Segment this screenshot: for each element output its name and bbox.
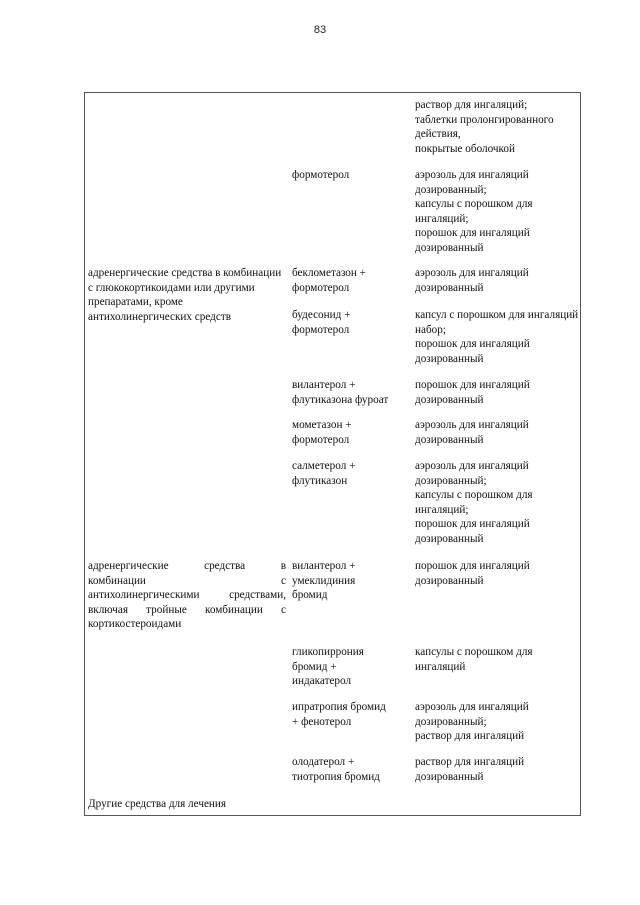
drug-name-cell: мометазон + формотерол [292,419,352,446]
drug-group-line: кортикостероидами [88,618,182,631]
dosage-form-cell: раствор для ингаляций дозированный [415,756,525,783]
drug-name-cell: ипратропия бромид + фенотерол [292,701,386,728]
section-heading: Другие средства для лечения [88,798,227,810]
dosage-form-cell: аэрозоль для ингаляций дозированный [415,267,529,294]
drug-name-cell: беклометазон + формотерол [292,267,366,294]
drug-name-cell: салметерол + флутиказон [292,460,356,487]
dosage-form-cell: аэрозоль для ингаляций дозированный; капсулы с порошком для ингаляций; порошок для ингаляций дозированный [415,169,533,254]
dosage-form-cell: аэрозоль для ингаляций дозированный; раствор для ингаляций [415,701,529,743]
dosage-form-cell: порошок для ингаляций дозированный [415,560,530,587]
drug-name-cell: вилантерол + флутиказона фуроат [292,379,389,406]
drug-name-cell: вилантерол + умеклидиния бромид [292,560,356,602]
drug-group-cell [88,559,286,632]
drug-group-cell: адренергические средства в комбинации с глюкокортикоидами или другими препаратами, кроме антихолинергических средств [88,267,282,323]
drug-group-line: включая тройные комбинации с [88,603,286,616]
drug-name-cell: олодатерол + тиотропия бромид [292,756,380,783]
drug-name-cell: формотерол [292,169,350,181]
dosage-form-cell: раствор для ингаляций; таблетки пролонгированного действия, покрытые оболочкой [415,99,554,155]
dosage-form-cell: капсул с порошком для ингаляций набор; порошок для ингаляций дозированный [415,309,579,365]
dosage-form-cell: порошок для ингаляций дозированный [415,379,530,406]
page-number: 83 [313,24,327,36]
drug-group-line: антихолинергическими средствами, [88,589,286,602]
drug-group-line: адренергические средства в [88,560,286,572]
dosage-form-cell: аэрозоль для ингаляций дозированный [415,419,529,446]
drug-group-line: комбинации с [88,574,286,587]
dosage-form-cell: капсулы с порошком для ингаляций [415,646,533,673]
drug-name-cell: будесонид + формотерол [292,309,351,336]
drug-name-cell: гликопиррония бромид + индакатерол [292,646,364,688]
dosage-form-cell: аэрозоль для ингаляций дозированный; капсулы с порошком для ингаляций; порошок для ингаляций дозированный [415,460,533,545]
